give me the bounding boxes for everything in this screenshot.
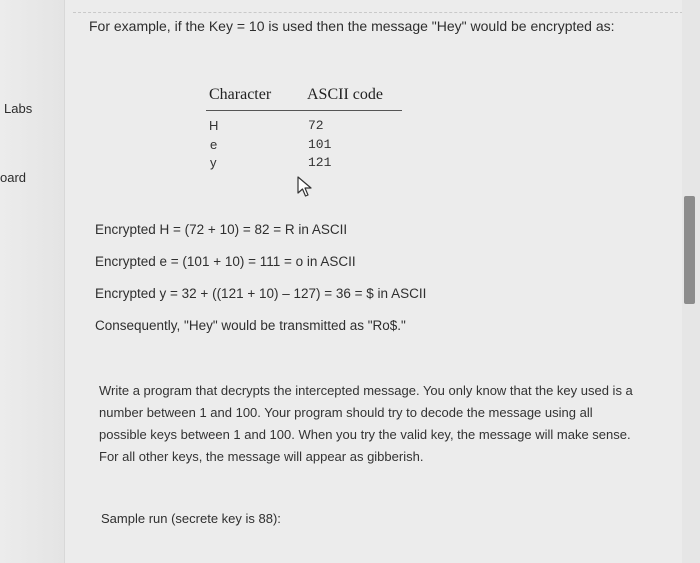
- intro-text: For example, if the Key = 10 is used then the message "Hey" would be encrypted as:: [89, 18, 615, 34]
- left-sidebar: [0, 0, 64, 563]
- cell-char-h: H: [209, 118, 219, 133]
- mouse-pointer-icon: [295, 175, 319, 199]
- cell-code-121: 121: [308, 155, 332, 170]
- sample-run-label: Sample run (secrete key is 88):: [101, 511, 281, 526]
- cell-char-y: y: [210, 155, 217, 170]
- content-page: [64, 0, 683, 563]
- consequently-line: Consequently, "Hey" would be transmitted as "Ro$.": [95, 318, 406, 333]
- task-description: Write a program that decrypts the intercepted message. You only know that the key used is a number between 1 and 100. Your program should try to decode the message using all possible keys between 1 and 100. When you try the valid key, the message will make sense. For all other keys, the message will appear as gibberish.: [99, 383, 633, 464]
- encrypted-y-line: Encrypted y = 32 + ((121 + 10) – 127) = 36 = $ in ASCII: [95, 286, 427, 301]
- sidebar-item-labs[interactable]: Labs: [4, 101, 33, 116]
- encrypted-h-line: Encrypted H = (72 + 10) = 82 = R in ASCII: [95, 222, 348, 237]
- top-divider: [73, 12, 683, 13]
- header-ascii-code: ASCII code: [307, 86, 383, 103]
- vertical-scrollbar[interactable]: [682, 0, 700, 563]
- encrypted-e-line: Encrypted e = (101 + 10) = 111 = o in ASCII: [95, 254, 356, 269]
- scrollbar-thumb[interactable]: [684, 196, 695, 304]
- cell-code-101: 101: [308, 137, 332, 152]
- cell-char-e: e: [210, 137, 218, 152]
- cell-code-72: 72: [308, 118, 324, 133]
- sidebar-item-dashboard[interactable]: oard: [0, 170, 27, 185]
- table-header-rule: [206, 110, 402, 111]
- header-character: Character: [209, 86, 272, 103]
